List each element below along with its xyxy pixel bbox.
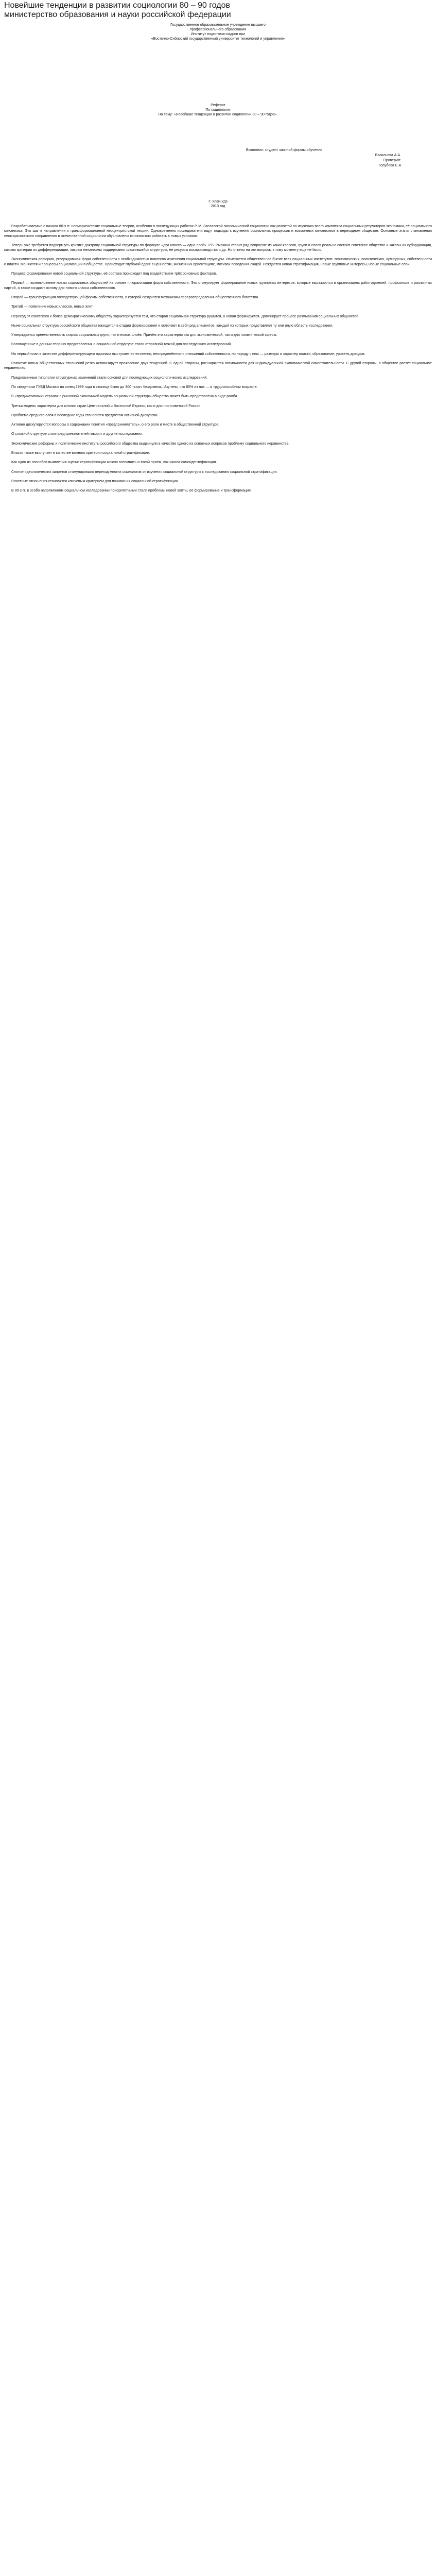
institution-line: профессионального образования — [189, 28, 247, 31]
body-paragraph: Третья модель характерна для многих стран Центральной и Восточной Европы, как и для постсоветской России. — [11, 404, 202, 408]
body-paragraph: На первый план в качестве дифференцирующего признака выступает естественно, неопределённость отношений собственности, но наряду с ним — размеры и характер власти, образование, уровень доходов. — [11, 352, 365, 356]
author-block — [246, 148, 432, 168]
body-paragraph: Второй — трансформация господствующей формы собственности, в которой создаются механизмы перераспределения общественного богатства. — [11, 295, 259, 299]
body-paragraph: Теперь уже требуется подвергнуть критике доктрину социальной структуры по формуле «два класса — одна слой». Р.В. Рывкина ставит ряд вопросов: из каких классов, групп и слоев реально состоит советское общество и каковы их субординация, каковы критерии их дифференциации, каковы механизмы поддержания сложившейся структуры, ее ресурсы воспроизводства и др. Но ответы на эти вопросы к тому моменту еще не было. — [4, 243, 432, 252]
body-paragraph: Развитие новых общественных отношений резко активизирует проявление двух тенденций. С одной стороны, расширяются возможности для индивидуальной экономической самостоятельности. С другой стороны, в обществе растёт социальное неравенство. — [4, 362, 432, 370]
body-paragraph: В «предикативных» странах с рыночной экономикой модель социальной структуры общества может быть представлена в виде ромба. — [11, 395, 238, 399]
body-paragraph: Властные отношения становятся ключевым критерием для понимания социальной стратификации. — [11, 479, 179, 483]
body-paragraph: Переход от советского к более демократическому обществу характеризуется тем, что старая социальная структура рушится, а новая формируется. Доминирует процесс размывания социальных общностей. — [11, 314, 360, 318]
title-line-2: министерство образования и науки российской федерации — [4, 10, 231, 19]
city: Г. Улан-Удэ — [208, 200, 228, 204]
institution-line: Государственное образовательное учреждение высшего — [170, 23, 266, 27]
body-paragraph: Экономические реформы и политические институты российского общества выдвинули в качестве одного из основных вопросов проблему социального неравенства. — [11, 442, 290, 446]
title-line-1: Новейшие тенденции в развитии социологии 80 – 90 годов — [4, 1, 231, 10]
body-paragraph: О сложной структуре слоя предпринимателей говорят и другие исследования. — [11, 432, 143, 436]
body-paragraph: Снятие идеологических запретов стимулировало переход многих социологов от изучения социальной структуры к исследованию социальной стратификации. — [11, 470, 278, 474]
body-paragraph: Проблема среднего слоя в последние годы становится предметом активной дискуссии. — [11, 413, 159, 417]
body-paragraph: Как один из способов выявления оценки стратификации можно вспомнить и такой прием, как шкала самоидентификации. — [11, 461, 217, 465]
work-block — [4, 103, 432, 117]
checked-label: Проверил: — [383, 159, 401, 162]
body-paragraph: Воплощённые в данных теориях представления о социальной структуре стали отправной точкой для последующих исследований. — [11, 343, 232, 347]
body-paragraph: В 90-х гг. в особо напряжённом социальном исследовании приоритетными стали проблемы новой элиты, её формирование и трансформация. — [11, 489, 252, 493]
year: 2013 год — [211, 205, 225, 208]
body-paragraph: Предложенные типологии структурных изменений стали основой для последующих социологических исследований. — [11, 376, 208, 380]
body-paragraph: Первый — возникновение новых социальных общностей на основе плюрализации форм собственности. Это стимулирует формирование новых групповых интересов, которые выражаются в организациях работодателей, профсоюзов и различных партий, а также создают основу для нового класса собственников. — [4, 281, 432, 290]
work-type: Реферат — [211, 104, 225, 107]
work-discipline: По социологии — [205, 108, 231, 112]
document-page — [0, 1, 436, 2576]
body-paragraph: По сведениям ГУВД Москвы на конец 1999 года в столице было до 300 тысяч бездомных. Изучено, что 80% из них — в трудоспособном возрасте. — [11, 385, 258, 389]
institution-line: Институт подготовки кадров при — [190, 32, 246, 36]
checker-name: Голубева Е.А — [378, 164, 401, 167]
institution-block — [4, 23, 432, 41]
body-paragraph: Утверждается преемственность старых социальных групп, так и новых слоёв. Причём это характерно как для экономической, так и для политической сферы. — [11, 333, 277, 337]
body-paragraph: Третий — появление новых классов, новых элит. — [11, 305, 94, 309]
place-year — [4, 199, 432, 209]
body-paragraph: Ныне социальная структура российского общества находится в стадии формирования и включает в себя ряд элементов, каждый из которых представляет ту или иную область исследования. — [11, 324, 334, 328]
document-title — [4, 1, 432, 20]
institution-line: «Восточно-Сибирский государственный университет технологий и управления» — [151, 37, 285, 41]
body-paragraph: Процесс формирования новой социальной структуры, её состава происходит под воздействием трёх основных факторов. — [11, 272, 217, 276]
work-topic: На тему: «Новейшие тенденции в развитии социологии 80 – 90 годов». — [158, 113, 278, 116]
author-role: Выполнил: студент заочной формы обучения — [246, 148, 322, 152]
body-paragraph: Активно дискутируются вопросы о содержании понятия «предприниматель», о его роли и месте в общественной структуре. — [11, 423, 220, 427]
essay-body — [4, 224, 432, 494]
body-paragraph: Разрабатываемые с начала 80-х гг. неомарксистские социальные теории, особенно в последующих работах Р. М. Заславской экономической социологии как развитой по изучению всего комплекса социальных регуляторов экономики, её социального механизма. Это шаг в направлении к трансформационной неоцентристской теории. Одновременно исследователи ищут подходы к изучению социальных процессов и возможных механизмов в переходном обществе. Основные этапы становления неомарксистского направления в отечественной социологии обусловлены готовностью работать в новых условиях. — [4, 225, 432, 238]
body-paragraph: Власть также выступает в качестве важного критерия социальной стратификации. — [11, 451, 150, 455]
author-name: Васильева А.А. — [375, 154, 401, 157]
body-paragraph: Экономическая реформа, утверждавшая форм собственности с необходимостью повлекла изменения социальной структуры. Изменяется общественное бытие всех социальных институтов: экономических, политических, культурных, собственности и власти. Меняются и процессы социализации в обществе. Происходит глубокий сдвиг в ценностях, жизненных ориентациях, мотивах поведения людей. Рождается новая стратификация, новые групповые интересы, новые социальные слои. — [4, 258, 432, 266]
